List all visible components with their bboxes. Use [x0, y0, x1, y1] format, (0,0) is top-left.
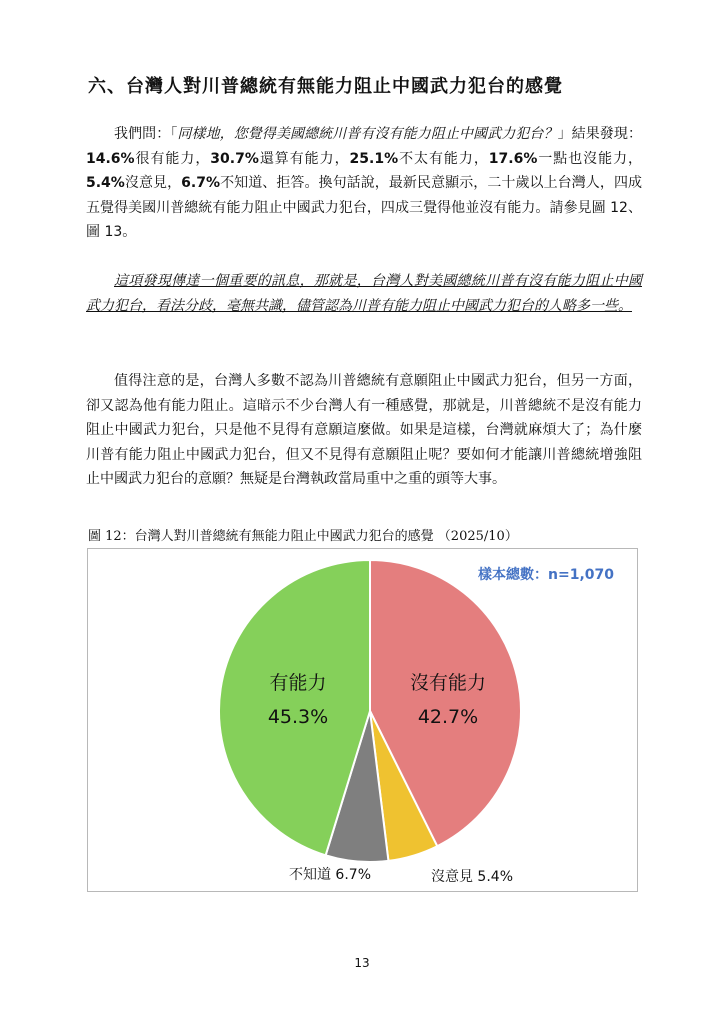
pct-not-capable-at-all: 17.6%	[488, 150, 538, 167]
slice-label-3: 不知道 6.7%	[288, 867, 372, 883]
paragraph1-tail: 不知道、拒答。換句話說，最新民意顯示，二十歲以上台灣人，四成五覺得美國川普總統有能力阻止中國武力犯台，四成三覺得他並沒有能力。請參見圖 12、圖 13。	[86, 175, 643, 240]
figure-caption: 圖 12：台灣人對川普總統有無能力阻止中國武力犯台的感覺 （2025/10）	[88, 529, 518, 544]
slice-label-4: 有能力	[269, 672, 327, 694]
pie-chart-frame	[87, 548, 638, 892]
paragraph-analysis: 值得注意的是，台灣人多數不認為川普總統有意願阻止中國武力犯台，但另一方面，卻又認為他有能力阻止。這暗示不少台灣人有一種感覺，那就是，川普總統不是沒有能力阻止中國武力犯台，只是他不見得有意願這麼做。如果是這樣，台灣就麻煩大了；為什麼川普有能力阻止中國武力犯台，但又不見得有意願阻止呢？要如何才能讓川普總統增強阻止中國武力犯台的意願？無疑是台灣執政當局重中之重的頭等大事。	[86, 373, 642, 487]
slice-label-2: 沒意見 5.4%	[430, 869, 514, 885]
slice-value-1: 42.7%	[417, 706, 479, 728]
label-very-capable: 很有能力，	[134, 150, 211, 167]
label-fairly-capable: 還算有能力，	[258, 150, 350, 167]
pct-fairly-capable: 30.7%	[210, 150, 259, 167]
pct-dont-know: 6.7%	[181, 175, 220, 191]
paragraph1-lead: 我們問：「	[114, 126, 178, 142]
slice-value-4: 45.3%	[267, 706, 329, 728]
sample-size-note: 樣本總數：n=1,070	[478, 567, 614, 583]
pct-very-capable: 14.6%	[86, 150, 135, 167]
label-no-opinion: 沒意見，	[124, 175, 182, 191]
pct-not-very-capable: 25.1%	[349, 150, 399, 167]
pct-no-opinion: 5.4%	[86, 175, 125, 191]
slice-label-1: 沒有能力	[409, 672, 487, 694]
paragraph1-after-question: 」結果發現：	[557, 126, 642, 142]
label-not-capable-at-all: 一點也沒能力，	[537, 150, 643, 167]
paragraph-results	[86, 122, 642, 245]
pie-chart	[88, 549, 639, 893]
survey-question: 同樣地，您覺得美國總統川普有沒有能力阻止中國武力犯台？	[177, 126, 558, 142]
paragraph-key-message	[86, 269, 642, 318]
label-not-very-capable: 不太有能力，	[398, 150, 489, 167]
page-number: 13	[354, 956, 370, 970]
section-heading: 六、台灣人對川普總統有無能力阻止中國武力犯台的感覺	[88, 76, 563, 97]
key-message-text: 這項發現傳達一個重要的訊息，那就是，台灣人對美國總統川普有沒有能力阻止中國武力犯台，看法分歧，毫無共識，儘管認為川普有能力阻止中國武力犯台的人略多一些。	[86, 273, 642, 314]
